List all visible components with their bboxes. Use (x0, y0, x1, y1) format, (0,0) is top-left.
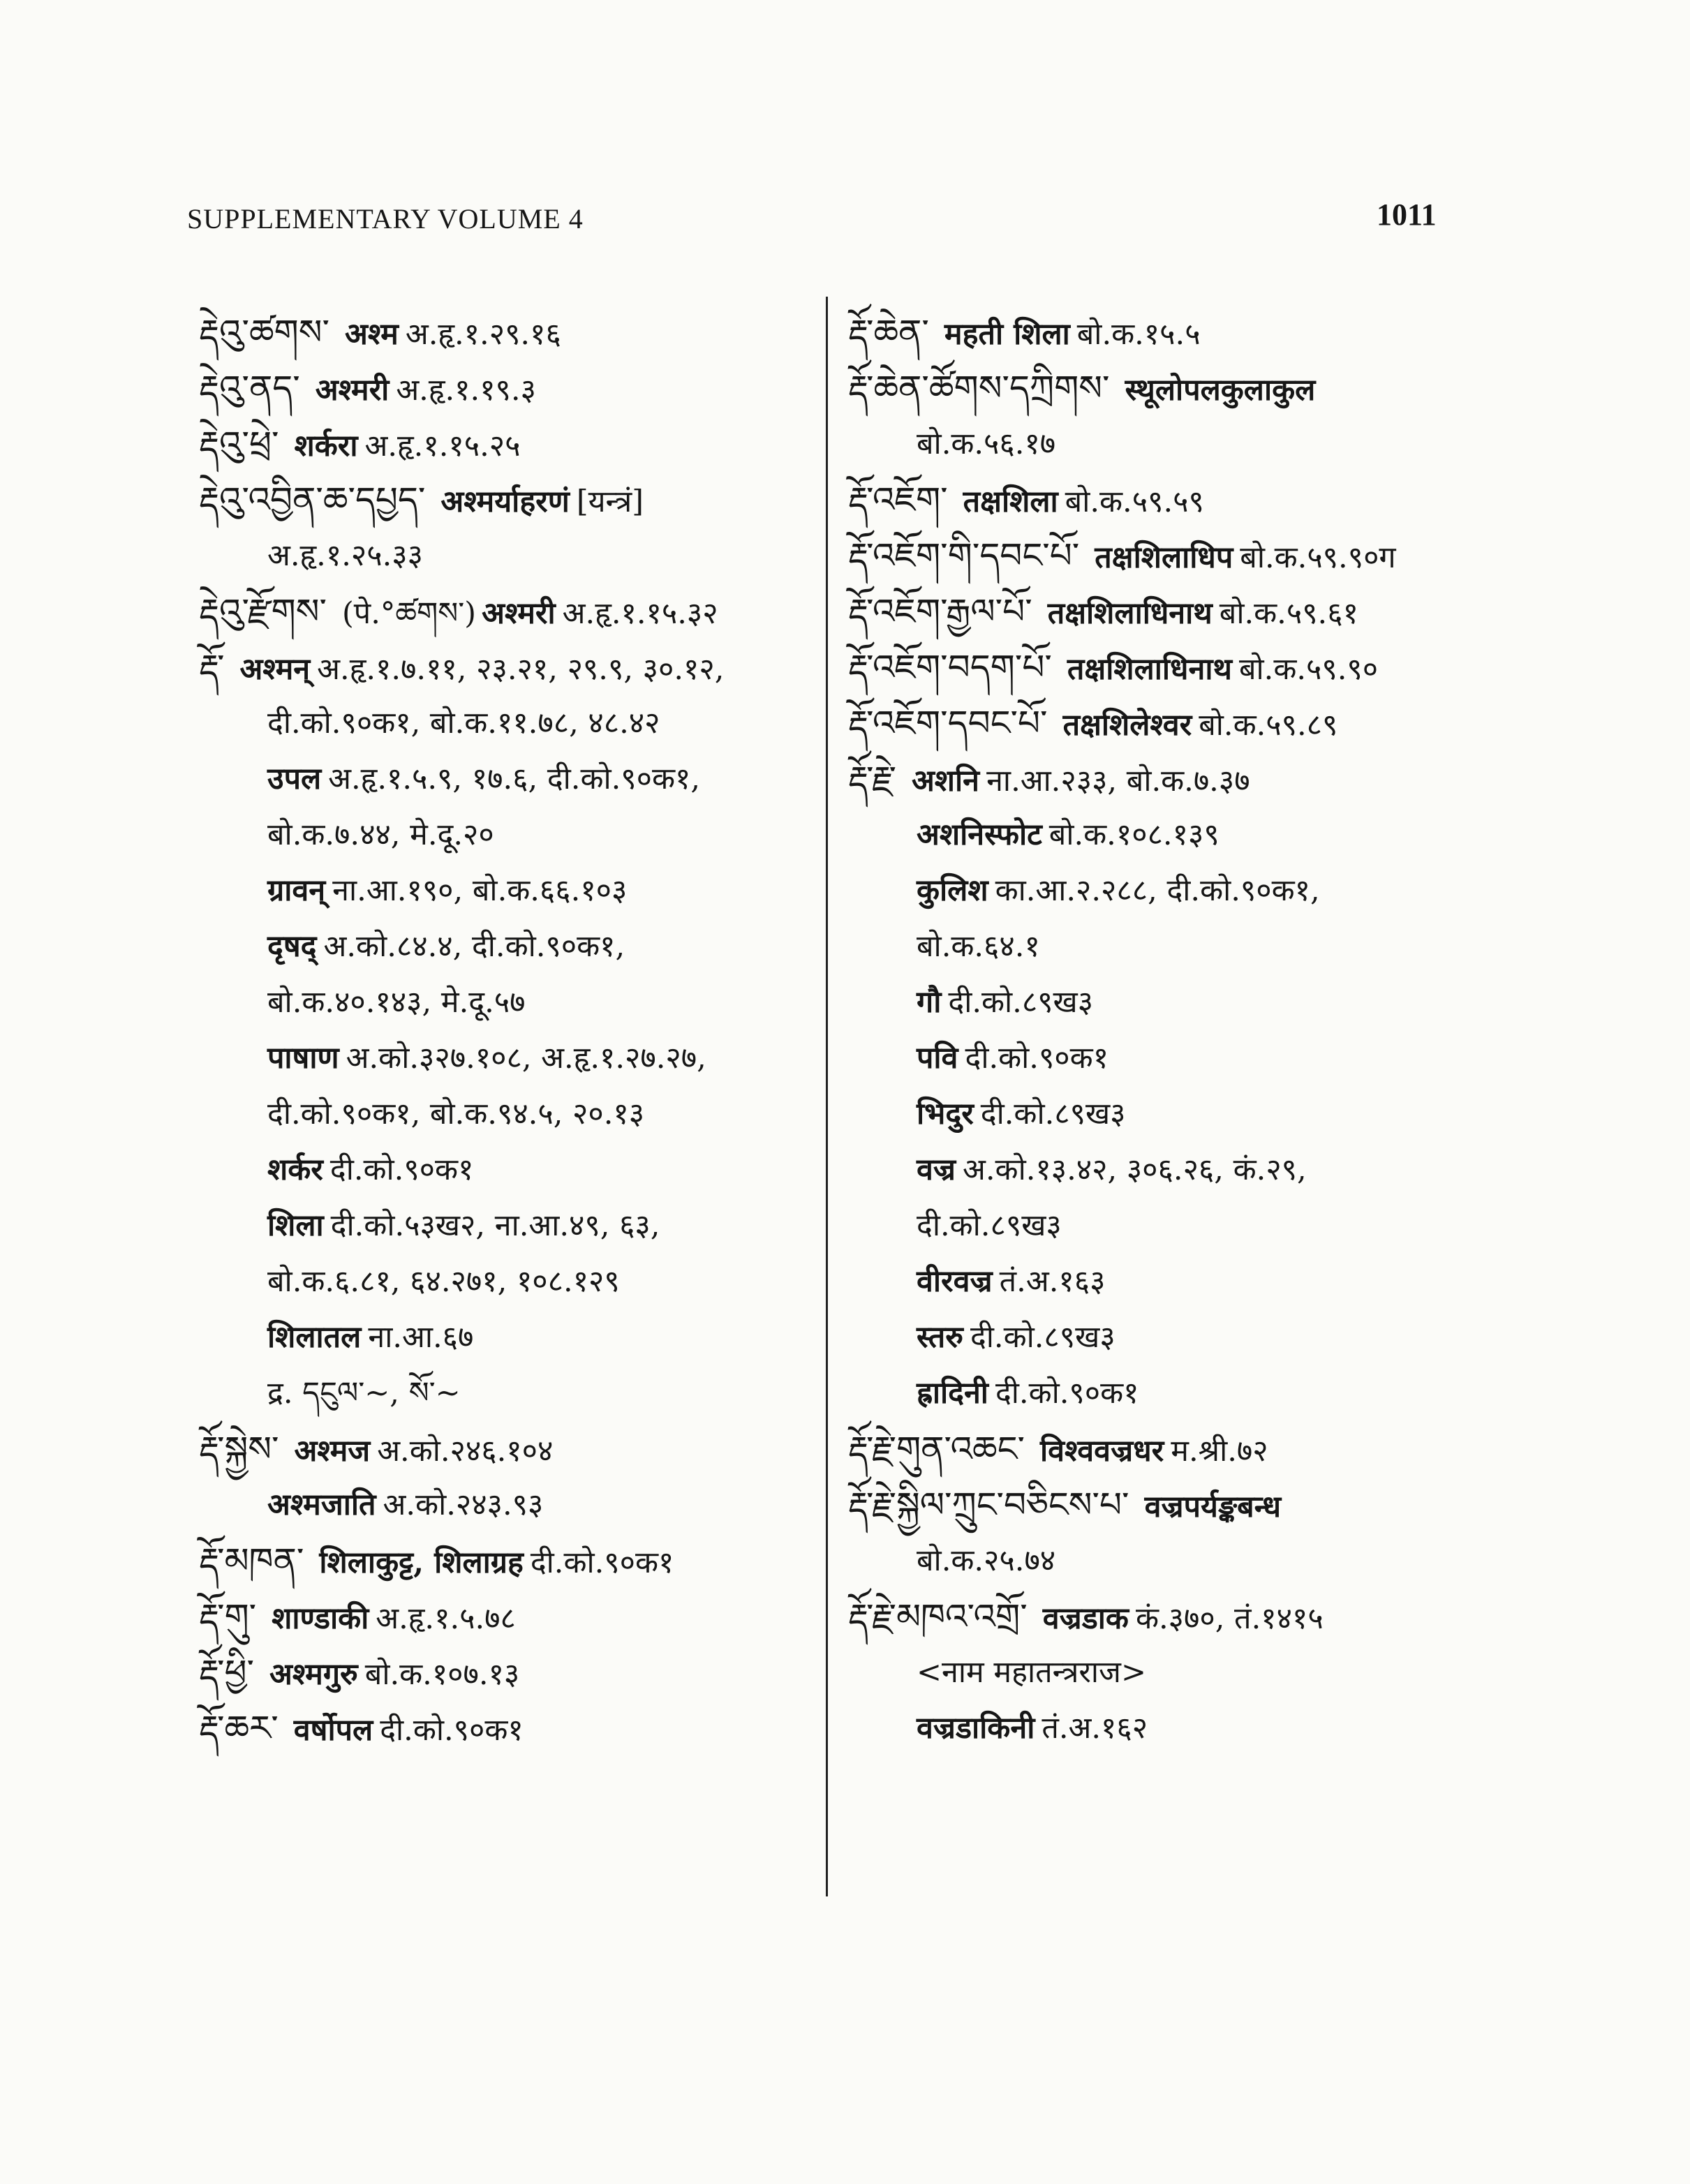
entry-headword-line (848, 751, 1490, 807)
sanskrit-equivalent: पवि (917, 1041, 958, 1076)
citation-reference: अ.हृ.१.५.९, १७.६, दी.को.९०क१, (328, 762, 701, 796)
citation-reference: अ.हृ.१.१५.२५ (364, 429, 521, 463)
sanskrit-equivalent: अश्मन् (239, 652, 311, 687)
tibetan-headword: རྡོ་སྐྱེས་ (199, 1429, 279, 1469)
entry-headword-line (199, 1644, 841, 1700)
citation-reference: दी.को.९०क१ (965, 1041, 1109, 1076)
tibetan-headword: རྡོ་རྗེ་ (848, 759, 896, 799)
sanskrit-equivalent: शिलाकुट्ट, शिलाग्रह (319, 1545, 524, 1580)
tibetan-headword: རྡེའུ་ཕྲེ་ (199, 424, 279, 464)
left-column (199, 304, 841, 1756)
citation-reference: बो.क.६.८१, ६४.२७१, १०८.१२९ (267, 1264, 620, 1299)
citation-reference: द्र. དངུལ་~, སོ་~ (267, 1376, 461, 1411)
citation-reference: कं.३७०, तं.१४१५ (1135, 1601, 1324, 1636)
citation-reference: अ.को.१३.४२, ३०६.२६, कं.२९, (963, 1152, 1307, 1187)
citation-reference: बो.क.५९.९०ग (1240, 540, 1396, 575)
entry-headword-line (199, 304, 841, 360)
sanskrit-equivalent: अश्मर्याहरणं (440, 484, 570, 519)
citation-reference: अ.हृ.१.७.११, २३.२१, २९.९, ३०.१२, (317, 652, 725, 687)
entry-headword-line (848, 639, 1490, 695)
entry-continuation-line (848, 807, 1490, 863)
sanskrit-equivalent: शिलातल (267, 1320, 362, 1355)
tibetan-headword: རྡོ་མཁན་ (199, 1540, 304, 1581)
citation-reference: म.श्री.७२ (1171, 1434, 1268, 1469)
citation-reference: दी.को.८९ख३ (980, 1097, 1126, 1131)
entry-headword-line (848, 472, 1490, 528)
sanskrit-equivalent: विश्ववज्रधर (1039, 1434, 1164, 1469)
sanskrit-equivalent: उपल (267, 762, 322, 796)
entry-continuation-line (848, 1309, 1490, 1365)
sanskrit-equivalent: शर्कर (267, 1152, 323, 1187)
citation-reference: बो.क.२५.७४ (917, 1543, 1056, 1578)
sanskrit-equivalent: अश्मरी (315, 373, 390, 408)
entry-headword-line (199, 1700, 841, 1756)
entry-headword-line (848, 360, 1490, 416)
sanskrit-equivalent: अश्मरी (482, 596, 556, 631)
entry-continuation-line (848, 1142, 1490, 1198)
sanskrit-equivalent: अश्मगुरु (269, 1657, 358, 1692)
entry-continuation-line (848, 1533, 1490, 1589)
tibetan-headword: རྡོ་འཇོག་རྒྱལ་པོ་ (848, 591, 1032, 632)
citation-reference: दी.को.५३ख२, ना.आ.४९, ६३, (330, 1208, 660, 1243)
entry-headword-line (199, 1589, 841, 1644)
tibetan-headword: རྡེའུ་ཚགས་ (199, 312, 329, 352)
sanskrit-equivalent: तक्षशिलाधिनाथ (1067, 652, 1232, 687)
entry-headword-line (199, 639, 841, 695)
citation-reference: बो.क.४०.१४३, मे.दू.५७ (267, 985, 526, 1020)
entry-continuation-line (199, 1198, 841, 1254)
entry-continuation-line (199, 1030, 841, 1086)
sanskrit-equivalent: ह्रादिनी (917, 1376, 988, 1411)
sanskrit-equivalent: ग्रावन् (267, 873, 326, 908)
entry-continuation-line (199, 1254, 841, 1309)
citation-reference: अ.को.२४३.९३ (383, 1487, 544, 1522)
entry-headword-line (848, 304, 1490, 360)
citation-reference: दी.को.९०क१ (530, 1545, 674, 1580)
citation-reference: अ.हृ.१.२९.१६ (405, 317, 561, 352)
tibetan-headword: རྡོ་རྗེ་མཁའ་འགྲོ་ (848, 1596, 1028, 1637)
citation-reference: दी.को.९०क१ (329, 1152, 474, 1187)
sanskrit-equivalent: अश्म (345, 317, 399, 352)
sanskrit-equivalent: वर्षोपल (293, 1713, 373, 1748)
citation-reference: बो.क.५९.९० (1238, 652, 1379, 687)
sanskrit-equivalent: गौ (917, 985, 942, 1020)
tibetan-headword: རྡོ་ཆེན་ཚོགས་དཀྲིགས་ (848, 368, 1110, 408)
citation-reference: अ.को.३२७.१०८, अ.हृ.१.२७.२७, (346, 1041, 706, 1076)
entry-continuation-line (848, 1700, 1490, 1756)
sanskrit-equivalent: महती शिला (944, 317, 1070, 352)
entry-continuation-line (199, 695, 841, 751)
citation-reference: अ.हृ.१.२५.३३ (267, 538, 423, 573)
sanskrit-equivalent: स्थूलोपलकुलाकुल (1125, 373, 1316, 408)
entry-headword-line (848, 528, 1490, 584)
citation-reference: दी.को.९०क१, बो.क.९४.५, २०.१३ (267, 1097, 645, 1131)
entry-continuation-line (199, 974, 841, 1030)
citation-reference: दी.को.८९ख३ (948, 985, 1094, 1020)
entry-continuation-line (848, 919, 1490, 974)
sanskrit-equivalent: वज्रडाकिनी (917, 1711, 1035, 1746)
sanskrit-equivalent: वज्रपर्यङ्कबन्ध (1144, 1490, 1282, 1524)
sanskrit-equivalent: शाण्डाकी (272, 1601, 369, 1636)
tibetan-headword: རྡོ་ཆར་ (199, 1708, 279, 1748)
tibetan-headword: རྡེའུ་རྫོགས་ (199, 591, 327, 632)
sanskrit-equivalent: तक्षशिलाधिनाथ (1047, 596, 1213, 631)
citation-reference: तं.अ.१६२ (1042, 1711, 1148, 1746)
sanskrit-equivalent: भिदुर (917, 1097, 974, 1131)
citation-reference: अ.हृ.१.१९.३ (396, 373, 536, 408)
tibetan-headword: རྡོ་འཇོག་བདག་པོ་ (848, 647, 1052, 688)
tibetan-headword: རྡོ་ཕྱི་ (199, 1652, 254, 1693)
sanskrit-equivalent: तक्षशिलाधिप (1095, 540, 1233, 575)
sanskrit-equivalent: पाषाण (267, 1041, 339, 1076)
citation-reference: अ.को.२४६.१०४ (377, 1434, 554, 1469)
entry-continuation-line (848, 863, 1490, 919)
entry-headword-line (848, 1477, 1490, 1533)
sanskrit-equivalent: अश्मजाति (267, 1487, 376, 1522)
sanskrit-equivalent: अशनिस्फोट (917, 817, 1042, 852)
entry-continuation-line (199, 1365, 841, 1421)
citation-reference: दी.को.८९ख३ (970, 1320, 1115, 1355)
running-header: SUPPLEMENTARY VOLUME 4 (187, 203, 584, 235)
tibetan-headword: རྡོ་འཇོག་གི་དབང་པོ་ (848, 535, 1080, 576)
citation-reference: [यन्त्रं] (576, 484, 644, 519)
tibetan-headword: རྡོ་ (199, 647, 225, 688)
entry-continuation-line (199, 1086, 841, 1142)
sanskrit-equivalent: शर्करा (294, 429, 358, 463)
citation-reference: बो.क.१५.५ (1076, 317, 1201, 352)
entry-continuation-line (848, 1198, 1490, 1254)
citation-reference: बो.क.१०८.१३९ (1048, 817, 1220, 852)
tibetan-headword: རྡོ་གུ་ (199, 1596, 257, 1637)
citation-reference: दी.को.९०क१ (380, 1713, 524, 1748)
entry-headword-line (199, 360, 841, 416)
citation-reference: अ.को.८४.४, दी.को.९०क१, (323, 929, 625, 964)
sanskrit-equivalent: वज्र (917, 1152, 956, 1187)
entry-continuation-line (848, 974, 1490, 1030)
citation-reference: <नाम महातन्त्रराज> (917, 1655, 1146, 1690)
entry-continuation-line (199, 528, 841, 584)
citation-reference: ना.आ.२३३, बो.क.७.३७ (986, 764, 1250, 798)
citation-reference: दी.को.९०क१, बो.क.११.७८, ४८.४२ (267, 706, 660, 741)
citation-reference: बो.क.५६.१७ (917, 426, 1056, 461)
entry-headword-line (199, 584, 841, 639)
right-column (848, 304, 1490, 1756)
entry-headword-line (848, 1421, 1490, 1477)
citation-reference: का.आ.२.२८८, दी.को.९०क१, (995, 873, 1320, 908)
sanskrit-equivalent: अश्मज (294, 1434, 371, 1469)
citation-reference: दी.को.८९ख३ (917, 1208, 1062, 1243)
citation-reference: अ.हृ.१.५.७८ (376, 1601, 516, 1636)
entry-continuation-line (848, 1030, 1490, 1086)
entry-continuation-line (848, 1365, 1490, 1421)
entry-continuation-line (848, 1254, 1490, 1309)
tibetan-headword: རྡོ་རྗེ་སྐྱིལ་ཀྲུང་བཅིངས་པ་ (848, 1485, 1129, 1525)
citation-reference: दी.को.९०क१ (995, 1376, 1139, 1411)
sanskrit-equivalent: कुलिश (917, 873, 988, 908)
sanskrit-equivalent: वीरवज्र (917, 1264, 993, 1299)
tibetan-headword: རྡོ་འཇོག་ (848, 480, 948, 520)
sanskrit-equivalent: तक्षशिलेश्वर (1062, 708, 1192, 743)
page-number: 1011 (1377, 198, 1437, 232)
sanskrit-equivalent: स्तरु (917, 1320, 963, 1355)
entry-continuation-line (199, 1309, 841, 1365)
entry-headword-line (199, 416, 841, 472)
tibetan-headword: རྡེའུ་འབྱིན་ཆ་དཔྱད་ (199, 480, 426, 520)
sanskrit-equivalent: तक्षशिला (963, 484, 1058, 519)
tibetan-headword: རྡོ་འཇོག་དབང་པོ་ (848, 703, 1048, 743)
sanskrit-equivalent: दृषद् (267, 929, 317, 964)
sanskrit-equivalent: शिला (267, 1208, 324, 1243)
sanskrit-equivalent: वज्रडाक (1042, 1601, 1129, 1636)
citation-reference: अ.हृ.१.१५.३२ (562, 596, 718, 631)
entry-headword-line (848, 584, 1490, 639)
citation-reference: (पे.°ཚགས་) (342, 596, 477, 631)
entry-continuation-line (848, 1086, 1490, 1142)
citation-reference: बो.क.१०७.१३ (364, 1657, 520, 1692)
entry-continuation-line (848, 416, 1490, 472)
entry-continuation-line (199, 751, 841, 807)
entry-headword-line (848, 1589, 1490, 1644)
citation-reference: बो.क.५९.५९ (1065, 484, 1204, 519)
citation-reference: ना.आ.१९०, बो.क.६६.१०३ (332, 873, 628, 908)
entry-continuation-line (199, 919, 841, 974)
entry-headword-line (199, 1421, 841, 1477)
entry-continuation-line (199, 1477, 841, 1533)
entry-continuation-line (199, 807, 841, 863)
citation-reference: बो.क.५९.८९ (1199, 708, 1338, 743)
citation-reference: बो.क.५९.६१ (1219, 596, 1358, 631)
entry-continuation-line (199, 863, 841, 919)
citation-reference: बो.क.६४.१ (917, 929, 1040, 964)
entry-headword-line (199, 472, 841, 528)
tibetan-headword: རྡོ་རྗེ་གུན་འཆང་ (848, 1429, 1025, 1469)
entry-headword-line (848, 695, 1490, 751)
sanskrit-equivalent: अशनि (911, 764, 980, 798)
entry-continuation-line (848, 1644, 1490, 1700)
entry-continuation-line (199, 1142, 841, 1198)
citation-reference: बो.क.७.४४, मे.दू.२० (267, 817, 494, 852)
tibetan-headword: རྡོ་ཆེན་ (848, 312, 929, 352)
citation-reference: ना.आ.६७ (368, 1320, 474, 1355)
entry-headword-line (199, 1533, 841, 1589)
tibetan-headword: རྡེའུ་ནད་ (199, 368, 300, 408)
citation-reference: तं.अ.१६३ (999, 1264, 1106, 1299)
